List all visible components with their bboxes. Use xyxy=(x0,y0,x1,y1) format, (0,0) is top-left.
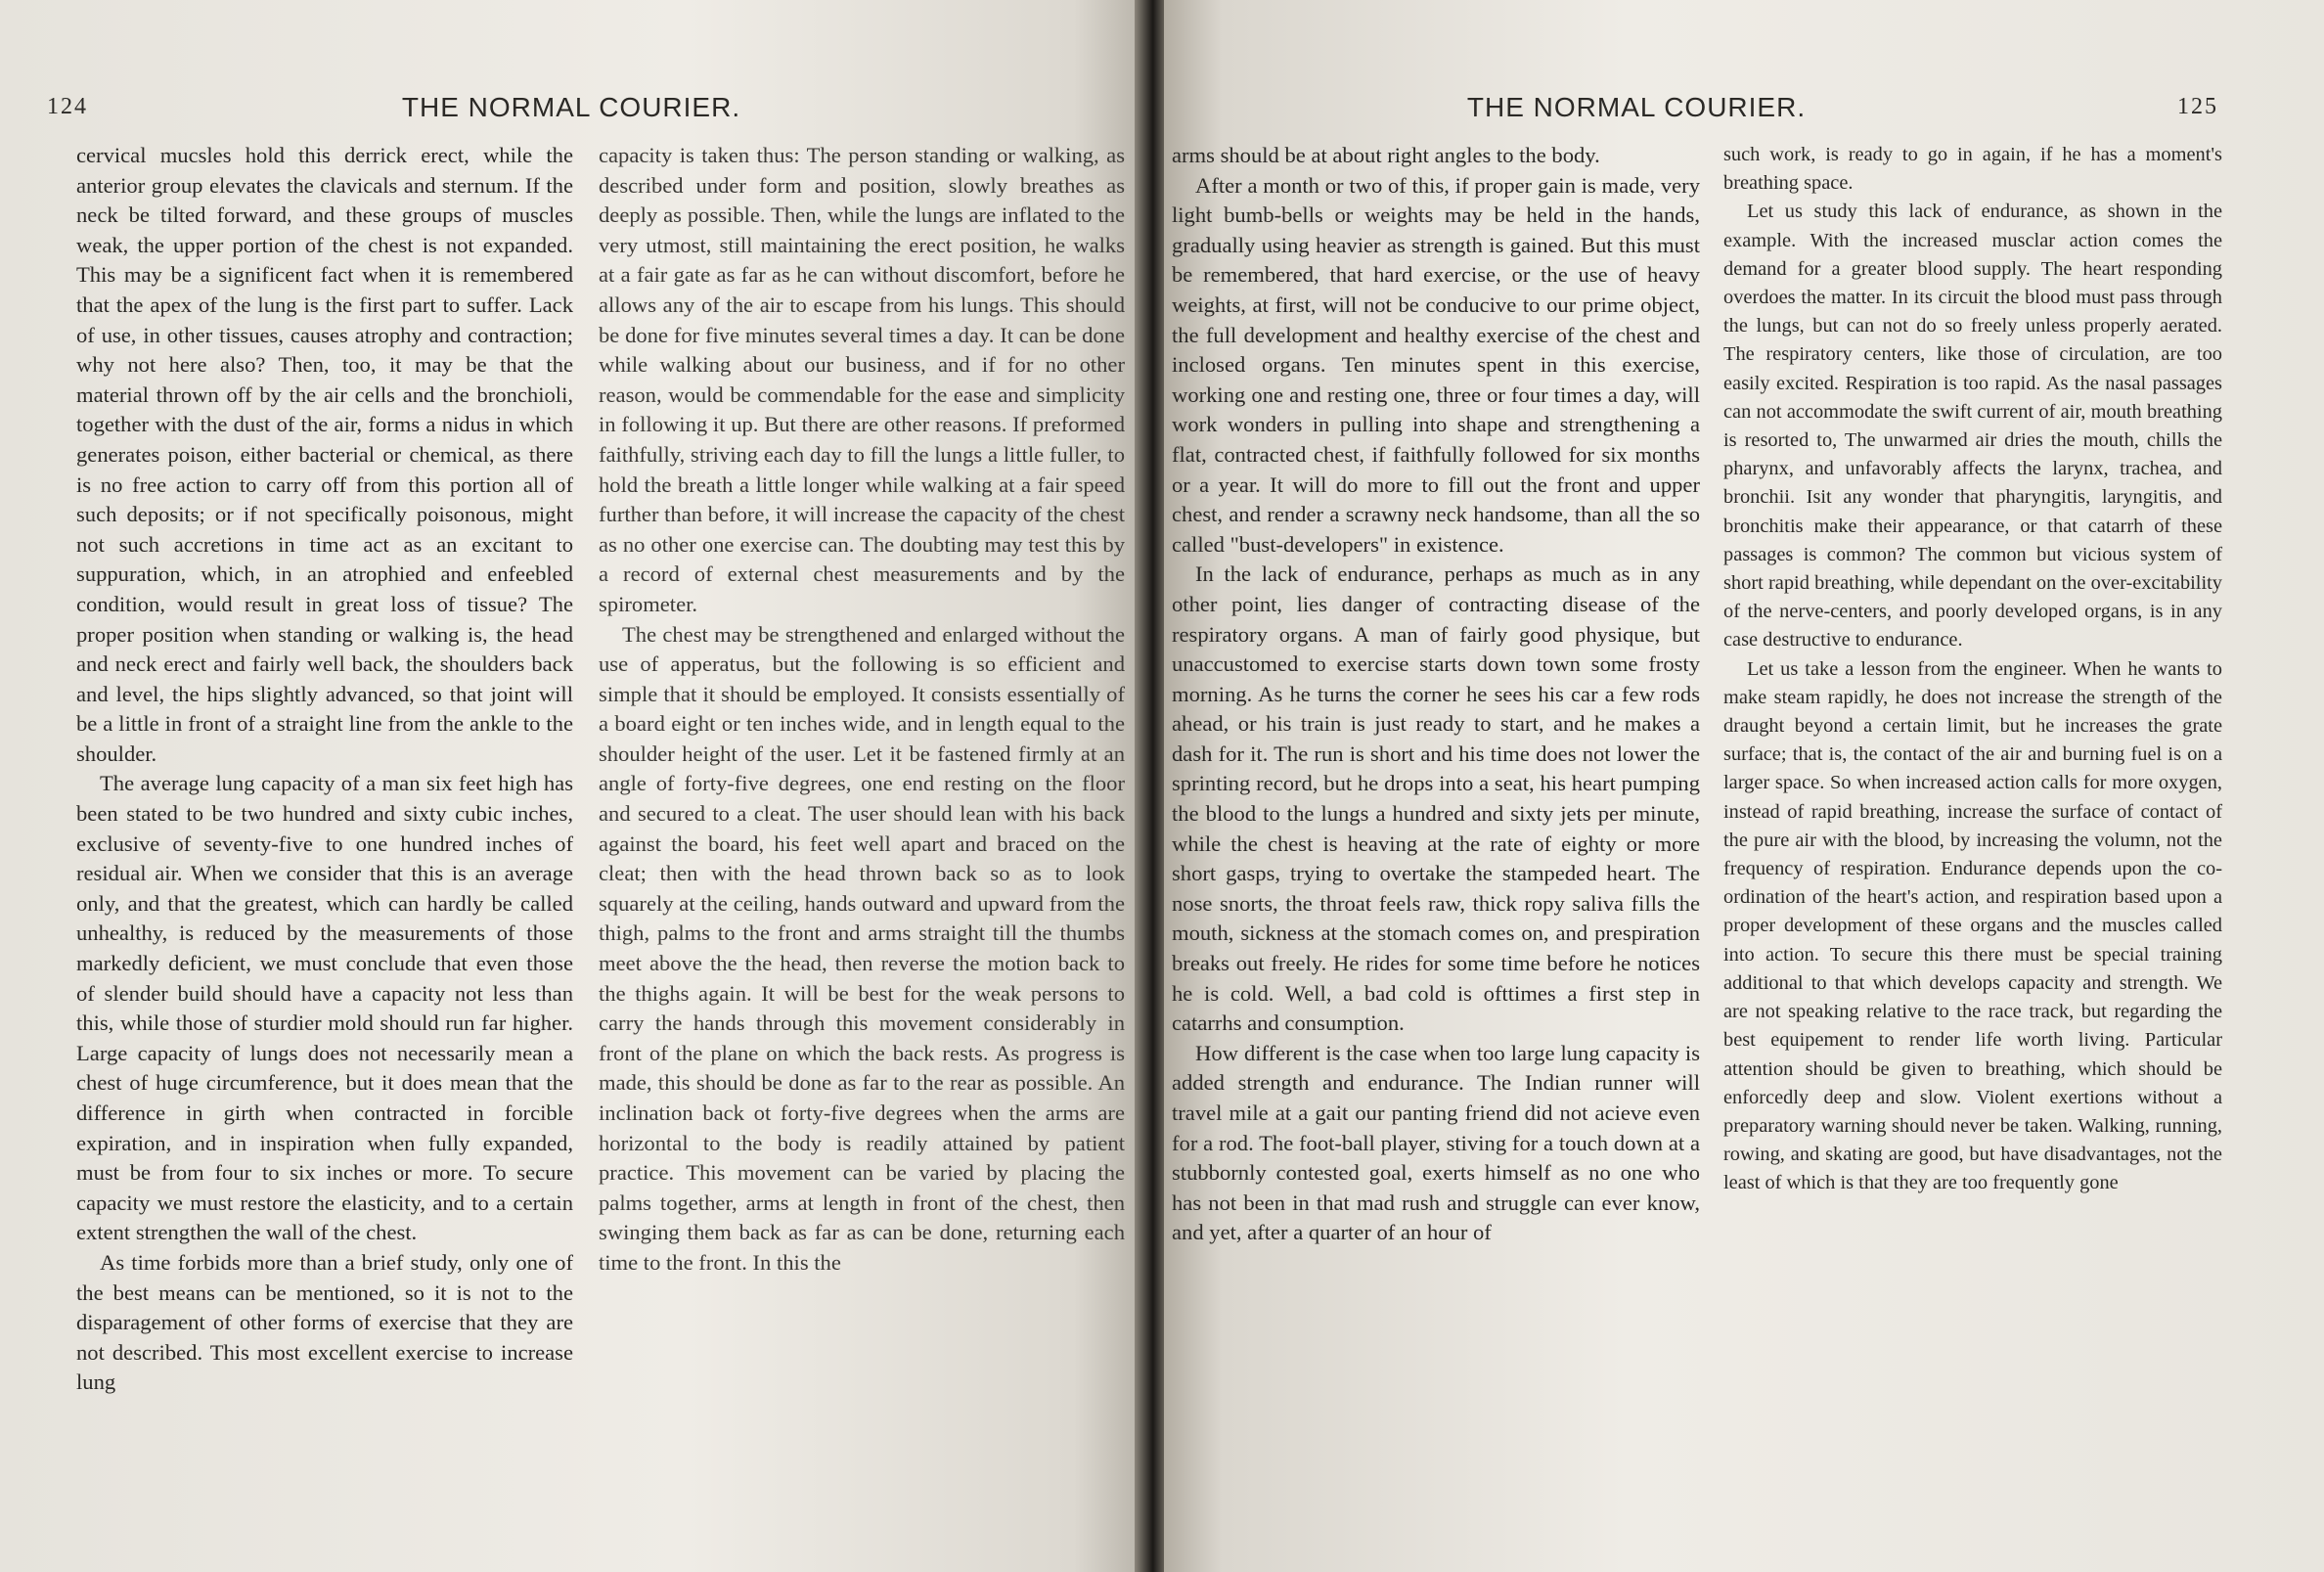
paragraph: After a month or two of this, if proper gain is made, very light bumb-bells or weights may be held in the hands, gradually using heavier as strength is gained. But this must be remembered, that hard exercise, or the use of heavy weights, at first, will not be conducive to our prime object, the full development and healthy exercise of the chest and inclosed organs. Ten minutes spent in this exercise, working one and resting one, three or four times a day, will work wonders in pulling into shape and strengthening a flat, contracted chest, if faithfully followed for six months or a year. It will do more to fill out the front and upper chest, and render a scrawny neck handsome, than all the so called "bust-developers" in existence. xyxy=(1172,172,1700,557)
book-gutter xyxy=(1135,0,1168,1572)
left-column-2 xyxy=(599,141,1125,1279)
right-page-header xyxy=(1164,92,2324,131)
right-page-number: 125 xyxy=(2177,94,2218,119)
left-page-number: 124 xyxy=(47,94,88,119)
right-running-title: THE NORMAL COURIER. xyxy=(1466,92,1807,122)
left-column-1 xyxy=(76,141,573,1398)
paragraph: cervical mucsles hold this derrick erect, while the anterior group elevates the clavicals and sternum. If the neck be tilted forward, and these groups of muscles weak, the upper portion of the chest is not expanded. This may be a significent fact when it is remembered that the apex of the lung is the first part to suffer. Lack of use, in other tissues, causes atrophy and contraction; why not here also? Then, too, it may be that the material thrown off by the air cells and the bronchioli, together with the dust of the air, forms a nidus in which generates poison, either bacterial or chemical, as there is no free action to carry off from this portion all of such deposits; or if not specifically poisonous, might not such accretions in time act as an excitant to suppuration, which, in an atrophied and enfeebled condition, would result in great loss of tissue? The proper position when standing or walking is, the head and neck erect and fairly well back, the shoulders back and level, the hips slightly advanced, so that joint will be a little in front of a straight line from the ankle to the shoulder. xyxy=(76,143,573,766)
paragraph: capacity is taken thus: The person standing or walking, as described under form and position, slowly breathes as deeply as possible. Then, while the lungs are inflated to the very utmost, still maintaining the erect position, he walks at a fair gate as far as he can without discomfort, before he allows any of the air to escape from his lungs. This should be done for five minutes several times a day. It can be done while walking about our business, and if for no other reason, would be commendable for the ease and simplicity in following it up. But there are other reasons. If preformed faithfully, striving each day to fill the lungs a little fuller, to hold the breath a little longer while walking at a fair speed further than before, it will increase the capacity of the chest as no other one exercise can. The doubting may test this by a record of external chest measurements and by the spirometer. xyxy=(599,143,1125,616)
paragraph: such work, is ready to go in again, if he has a moment's breathing space. xyxy=(1723,144,2222,195)
paragraph: The average lung capacity of a man six feet high has been stated to be two hundred and sixty cubic inches, exclusive of seventy-five to one hundred inches of residual air. When we consider that this is an average only, and that the greatest, which can hardly be called unhealthy, is reduced by the measurements of those markedly deficient, we must conclude that even those of slender build should have a capacity not less than this, while those of sturdier mold should run far higher. Large capacity of lungs does not necessarily mean a chest of huge circumference, but it does mean that the difference in girth when contracted in forcible expiration, and in inspiration when fully expanded, must be from four to six inches or more. To secure capacity we must restore the elasticity, and to a certain extent strengthen the wall of the chest. xyxy=(76,771,573,1245)
paragraph: How different is the case when too large lung capacity is added strength and endurance. The Indian runner will travel mile at a gait our panting friend did not acieve even for a rod. The foot-ball player, stiving for a touch down at a stubbornly contested goal, exerts himself as no one who has not been in that mad rush and struggle can ever know, and yet, after a quarter of an hour of xyxy=(1172,1040,1700,1245)
right-column-1 xyxy=(1172,141,1700,1248)
left-page xyxy=(0,0,1142,1572)
paragraph: The chest may be strengthened and enlarged without the use of apperatus, but the following is so efficient and simple that it should be employed. It consists essentially of a board eight or ten inches wide, and in length equal to the shoulder height of the user. Let it be fastened firmly at an angle of forty-five degrees, one end resting on the floor and secured to a cleat. The user should lean with his back against the board, his feet well apart and braced on the cleat; then with the head thrown back so as to look squarely at the ceiling, hands outward and upward from the thigh, palms to the front and arms straight till the thumbs meet above the the head, then reverse the motion back to the thighs again. It will be best for the weak persons to carry the hands through this movement considerably in front of the plane on which the back rests. As progress is made, this should be done as far to the rear as possible. An inclination back ot forty-five degrees when the arms are horizontal to the body is readily attained by patient practice. This movement can be varied by placing the palms together, arms at length in front of the chest, then swinging them back as far as can be done, returning each time to the front. In this the xyxy=(599,621,1125,1275)
left-running-title: THE NORMAL COURIER. xyxy=(401,92,741,122)
paragraph: Let us take a lesson from the engineer. When he wants to make steam rapidly, he does not increase the strength of the draught beyond a certain limit, but he increases the grate surface; that is, the contact of the air and burning fuel is on a larger space. So when increased action calls for more oxygen, instead of rapid breathing, increase the surface of contact of the pure air with the blood, by increasing the volumn, not the frequency of respiration. Endurance depends upon the co-ordination of the heart's action, and respiration based upon a proper development of these organs and the muscles called into action. To secure this there must be special training additional to that which develops capacity and strength. We are not speaking relative to the race track, but regarding the best equipement to render life worth living. Particular attention should be given to breathing, which should be enforcedly deep and slow. Violent exertions without a preparatory warning should never be taken. Walking, running, rowing, and skating are good, but have disadvantages, not the least of which is that they are too frequently gone xyxy=(1723,657,2222,1194)
paragraph: In the lack of endurance, perhaps as much as in any other point, lies danger of contracting disease of the respiratory organs. A man of fairly good physique, but unaccustomed to exercise starts down town some frosty morning. As he turns the corner he sees his car a few rods ahead, or his train is just ready to start, and he makes a dash for it. The run is short and his time does not lower the sprinting record, but he drops into a seat, his heart pumping the blood to the lungs a hundred and sixty jets per minute, while the chest is heaving at the rate of eighty or more short gasps, trying to overtake the stampeded heart. The nose snorts, the throat feels raw, thick ropy saliva fills the mouth, sickness at the stomach comes on, and prespiration breaks out freely. He rides for some time before he notices he is cold. Well, a bad cold is ofttimes a first step in catarrhs and consumption. xyxy=(1172,561,1700,1036)
right-column-2 xyxy=(1723,141,2222,1198)
paragraph: Let us study this lack of endurance, as shown in the example. With the increased musclar action comes the demand for a greater blood supply. The heart responding overdoes the matter. In its circuit the blood must pass through the lungs, but can not do so freely unless properly aerated. The respiratory centers, like those of circulation, are too easily excited. Respiration is too rapid. As the nasal passages can not accommodate the swift current of air, mouth breathing is resorted to, The unwarmed air dries the mouth, chills the pharynx, and unfavorably affects the larynx, trachea, and bronchii. Isit any wonder that pharyngitis, laryngitis, and bronchitis make their appearance, or that catarrh of these passages is common? The common but vicious system of short rapid breathing, while dependant on the over-excitability of the nerve-centers, and poorly developed organs, is in any case destructive to endurance. xyxy=(1723,201,2222,651)
paragraph: As time forbids more than a brief study, only one of the best means can be mentioned, so it is not to the disparagement of other forms of exercise that they are not described. This most excellent exercise to increase lung xyxy=(76,1249,573,1395)
right-page xyxy=(1164,0,2324,1572)
left-page-header xyxy=(0,92,1142,131)
paragraph: arms should be at about right angles to the body. xyxy=(1172,143,1600,167)
